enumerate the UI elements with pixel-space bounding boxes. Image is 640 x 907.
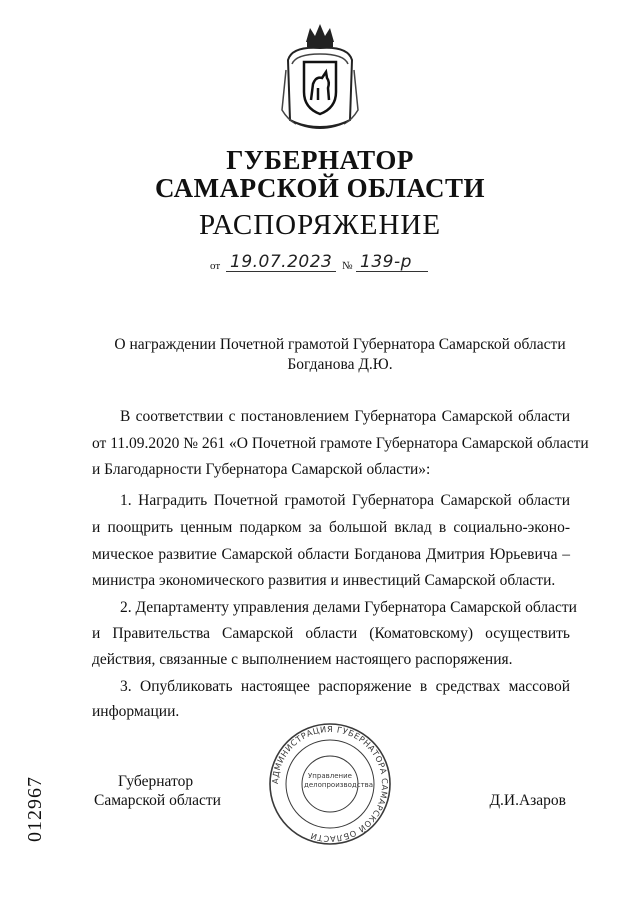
body-line: В соответствии с постановлением Губернатора Самарской области [120, 408, 570, 425]
serial-number: 012967 [24, 776, 46, 842]
body-line: действия, связанные с выполнением настоящего распоряжения. [92, 651, 513, 668]
subject-line1: О награждении Почетной грамотой Губернатора Самарской области [114, 336, 566, 353]
subject-line2: Богданова Д.Ю. [287, 356, 393, 373]
authority-title-line2: САМАРСКОЙ ОБЛАСТИ [154, 173, 486, 203]
body-line: 2. Департаменту управления делами Губернатора Самарской области [120, 599, 577, 616]
body-line: и Правительства Самарской области (Коматовскому) осуществить [92, 625, 570, 642]
date-label: от [210, 260, 221, 272]
document-type: РАСПОРЯЖЕНИЕ [198, 209, 442, 241]
signatory-name: Д.И.Азаров [489, 792, 566, 809]
body-line: информации. [92, 703, 180, 720]
number-value: 139-р [360, 252, 412, 272]
number-label: № [342, 260, 353, 272]
body-line: и Благодарности Губернатора Самарской области»: [92, 461, 431, 478]
date-number-line [210, 254, 450, 274]
body-line: 1. Наградить Почетной грамотой Губернатора Самарской области [120, 492, 570, 509]
body-line: 3. Опубликовать настоящее распоряжение в средствах массовой [120, 678, 570, 695]
body-line: мическое развитие Самарской области Богданова Дмитрия Юрьевича – [92, 546, 570, 563]
seal-outer-text: АДМИНИСТРАЦИЯ ГУБЕРНАТОРА САМАРСКОЙ ОБЛАСТИ [269, 723, 391, 845]
body-line: и поощрить ценным подарком за большой вклад в социально-эконо- [92, 519, 570, 536]
seal-inner-text: Управление делопроизводства [304, 772, 374, 789]
coat-of-arms-emblem [280, 20, 360, 136]
signatory-title-line2: Самарской области [94, 792, 221, 809]
signatory-title-line1: Губернатор [118, 773, 194, 790]
date-value: 19.07.2023 [230, 252, 333, 272]
body-line: министра экономического развития и инвестиций Самарской области. [92, 572, 556, 589]
body-line: от 11.09.2020 № 261 «О Почетной грамоте Губернатора Самарской области [92, 435, 589, 452]
official-seal-stamp [268, 722, 392, 846]
authority-title-line1: ГУБЕРНАТОР [226, 145, 414, 175]
